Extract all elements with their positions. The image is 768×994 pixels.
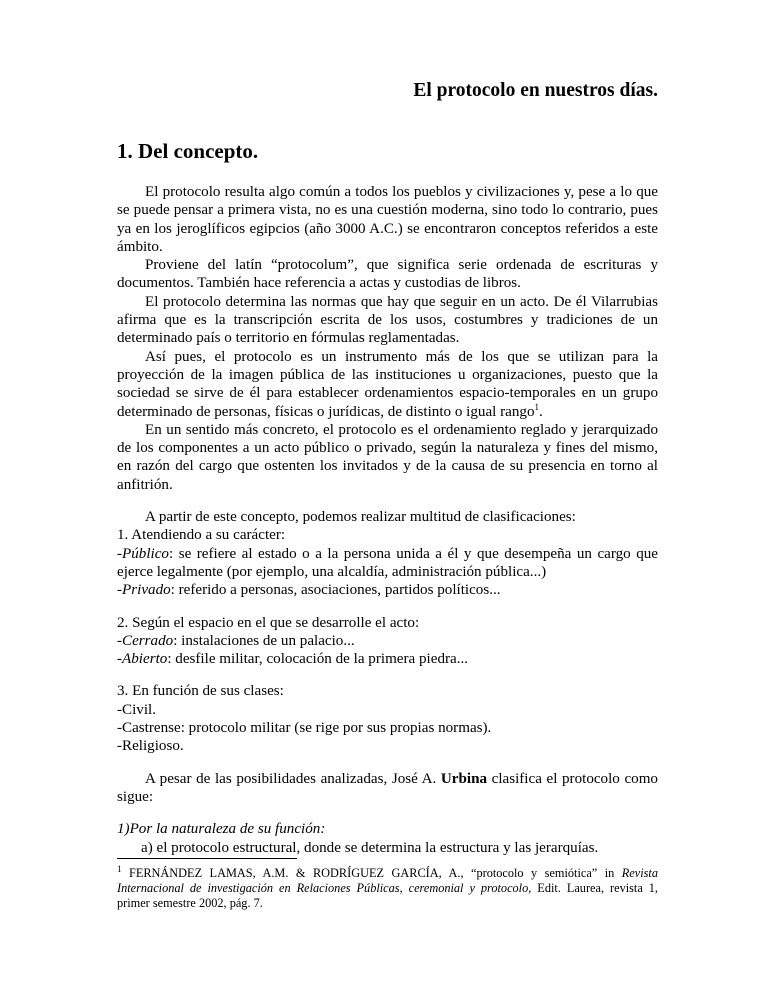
- item-prefix: -: [117, 582, 123, 599]
- urbina-paragraph: [117, 770, 658, 807]
- urbina-list-heading-text: 1)Por la naturaleza de su función:: [117, 821, 326, 838]
- item-prefix: -: [117, 651, 123, 668]
- classification-3-item: -Religioso.: [117, 738, 184, 755]
- item-term: Público: [122, 545, 169, 562]
- classification-1-heading: 1. Atendiendo a su carácter:: [117, 527, 286, 544]
- footnote-separator: [117, 858, 297, 859]
- footnote-reference: 1: [534, 401, 539, 412]
- item-prefix: -: [117, 545, 123, 562]
- item-text: : instalaciones de un palacio...: [173, 632, 355, 649]
- paragraph-3: El protocolo determina las normas que hay que seguir en un acto. De él Vilarrubias afirma que es la transcripción escrita de los usos, costumbres y tradiciones de un determinado país o territorio en fórmulas reglamentadas.: [117, 293, 658, 347]
- item-term: Cerrado: [122, 632, 174, 649]
- classification-3-item: -Civil.: [117, 701, 156, 718]
- footnote: [117, 863, 658, 912]
- paragraph-5: En un sentido más concreto, el protocolo es el ordenamiento reglado y jerarquizado de los componentes a un acto público o privado, según la naturaleza y fines del mismo, en razón del cargo que ostenten los invitados y de la causa de su presencia en torno al anfitrión.: [117, 421, 658, 493]
- footnote-number: 1: [117, 863, 122, 874]
- paragraph-4: [117, 348, 658, 421]
- classification-3-heading: 3. En función de sus clases:: [117, 683, 284, 700]
- footnote-journal: Revista Internacional de investigación en Relaciones Públicas, ceremonial y protocolo,: [117, 866, 658, 896]
- classification-2-heading: 2. Según el espacio en el que se desarrolle el acto:: [117, 614, 420, 631]
- paragraph-4-text: Así pues, el protocolo es un instrumento más de los que se utilizan para la proyección de la imagen pública de las instituciones u organizaciones, puesto que la sociedad se sirve de él para establecer ordenamientos espacio-temporales en un grupo determinado de personas, físicas o jurídicas, de distinto o igual rango: [117, 348, 658, 420]
- urbina-before: A pesar de las posibilidades analizadas, José A.: [145, 770, 441, 787]
- document-title: El protocolo en nuestros días.: [413, 80, 658, 101]
- urbina-list-heading: [117, 820, 658, 838]
- classification-1-item: [117, 581, 658, 599]
- section-heading: 1. Del concepto.: [117, 139, 259, 163]
- classification-2-item: [117, 650, 658, 668]
- footnote-rest: Edit. Laurea, revista 1, primer semestre 2002, pág. 7.: [117, 881, 658, 911]
- item-term: Abierto: [122, 651, 168, 668]
- classification-2-item: [117, 632, 658, 650]
- footnote-authors: FERNÁNDEZ LAMAS, A.M. & RODRÍGUEZ GARCÍA, A., “protocolo y semiótica” in: [121, 866, 622, 880]
- paragraph-1: El protocolo resulta algo común a todos los pueblos y civilizaciones y, pese a lo que se puede pensar a primera vista, no es una cuestión moderna, sino todo lo contrario, pues ya en los jeroglíficos egipcios (año 3000 A.C.) se encontraron conceptos referidos a este ámbito.: [117, 184, 658, 255]
- classification-3-item: -Castrense: protocolo militar (se rige por sus propias normas).: [117, 720, 492, 737]
- urbina-after: clasifica el protocolo como sigue:: [117, 770, 658, 805]
- urbina-name: Urbina: [440, 770, 488, 787]
- document-body: [117, 183, 658, 857]
- item-term: Privado: [122, 582, 171, 599]
- paragraph-4-end: .: [539, 403, 543, 420]
- item-text: : desfile militar, colocación de la primera piedra...: [167, 651, 469, 668]
- item-text: : referido a personas, asociaciones, partidos políticos...: [170, 582, 501, 599]
- paragraph-2: Proviene del latín “protocolum”, que significa serie ordenada de escrituras y documentos. También hace referencia a actas y custodias de libros.: [117, 257, 658, 292]
- urbina-list-item-a: a) el protocolo estructural, donde se determina la estructura y las jerarquías.: [141, 839, 599, 856]
- classification-1-item: [117, 545, 658, 582]
- item-prefix: -: [117, 632, 123, 649]
- item-text: : se refiere al estado o a la persona unida a él y que desempeña un cargo que ejerce legalmente (por ejemplo, una alcaldía, administración pública...): [117, 545, 658, 580]
- paragraph-6: A partir de este concepto, podemos realizar multitud de clasificaciones:: [145, 509, 576, 526]
